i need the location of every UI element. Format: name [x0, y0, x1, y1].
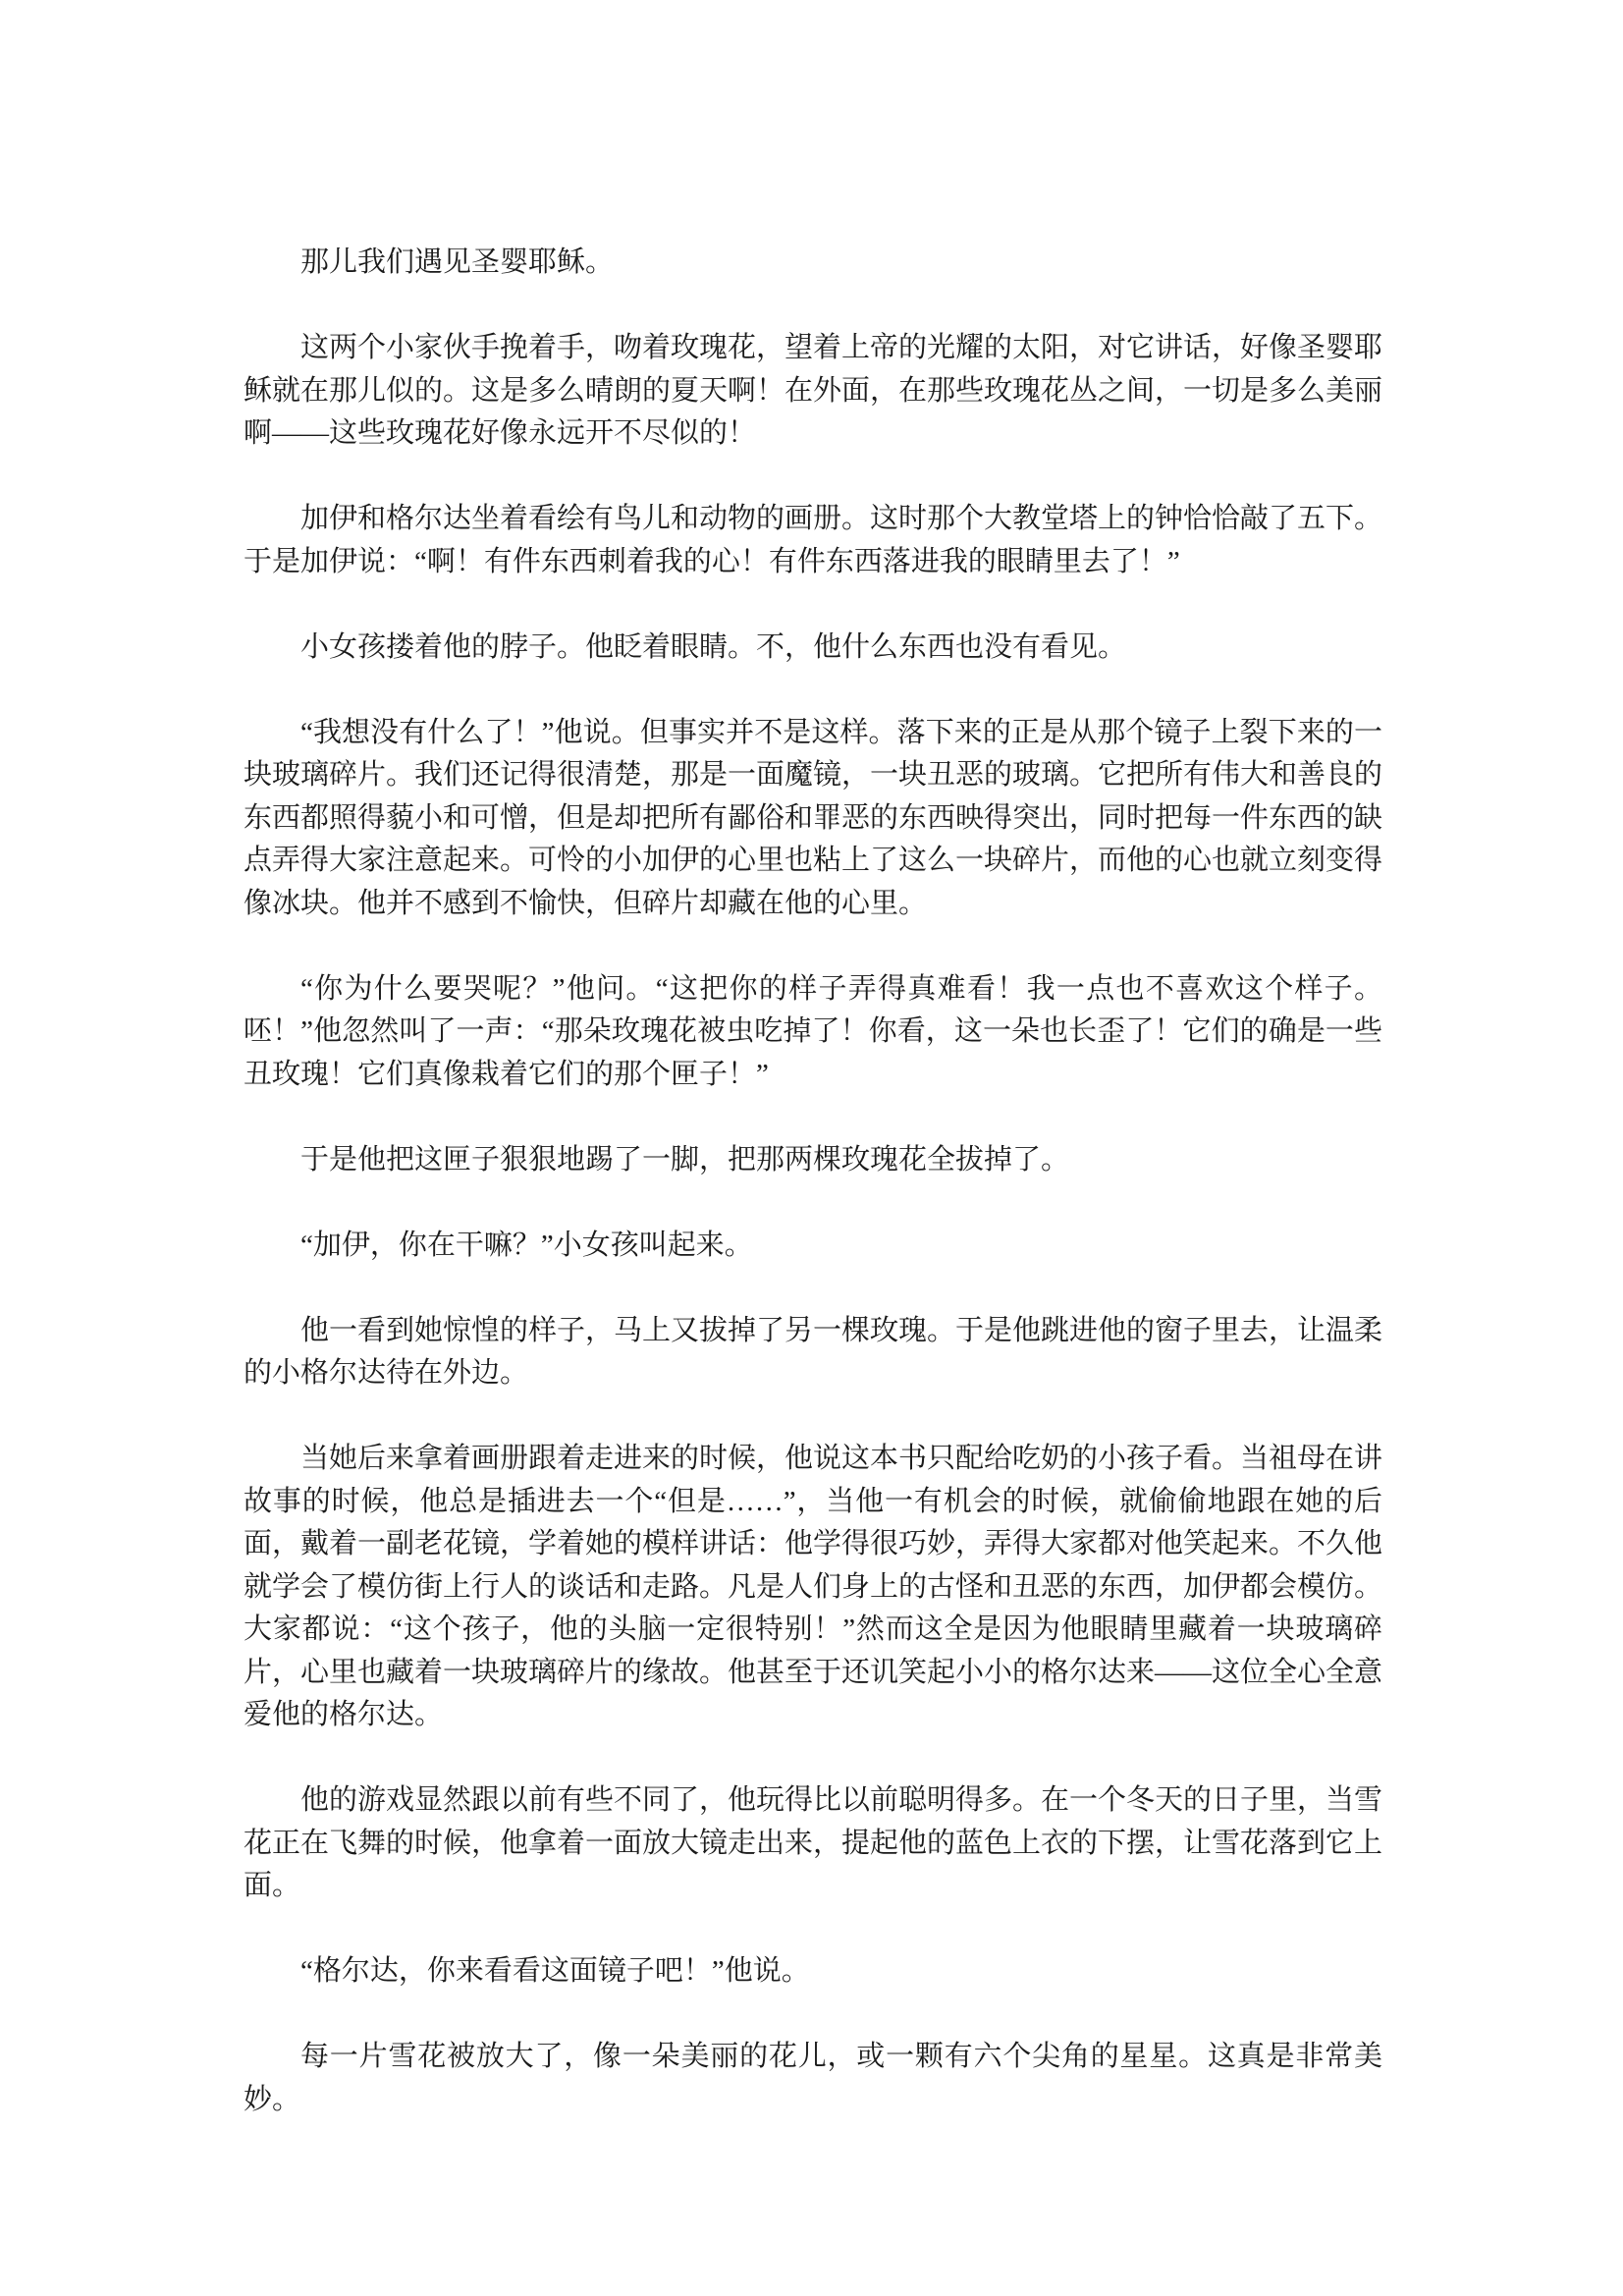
- paragraph: 小女孩搂着他的脖子。他眨着眼睛。不，他什么东西也没有看见。: [300, 630, 1127, 663]
- paragraph: 他一看到她惊惶的样子，马上又拔掉了另一棵玫瑰。于是他跳进他的窗子里去，让温柔的小格尔达待在外边。: [243, 1314, 1383, 1389]
- text-content: [243, 242, 1382, 2121]
- paragraph: 加伊和格尔达坐着看绘有鸟儿和动物的画册。这时那个大教堂塔上的钟恰恰敲了五下。于是加伊说：“啊！有件东西刺着我的心！有件东西落进我的眼睛里去了！”: [243, 503, 1383, 577]
- paragraph: 这两个小家伙手挽着手，吻着玫瑰花，望着上帝的光耀的太阳，对它讲话，好像圣婴耶稣就在那儿似的。这是多么晴朗的夏天啊！在外面，在那些玫瑰花丛之间，一切是多么美丽啊——这些玫瑰花好像永远开不尽似的！: [243, 332, 1383, 449]
- paragraph: “你为什么要哭呢？”他问。“这把你的样子弄得真难看！我一点也不喜欢这个样子。呸！”他忽然叫了一声：“那朵玫瑰花被虫吃掉了！你看，这一朵也长歪了！它们的确是一些丑玫瑰！它们真像栽着它们的那个匣子！”: [243, 972, 1382, 1090]
- paragraph: “格尔达，你来看看这面镜子吧！”他说。: [300, 1955, 810, 1987]
- paragraph: 他的游戏显然跟以前有些不同了，他玩得比以前聪明得多。在一个冬天的日子里，当雪花正在飞舞的时候，他拿着一面放大镜走出来，提起他的蓝色上衣的下摆，让雪花落到它上面。: [243, 1784, 1383, 1901]
- paragraph: 那儿我们遇见圣婴耶稣。: [300, 246, 615, 278]
- paragraph: 于是他把这匣子狠狠地踢了一脚，把那两棵玫瑰花全拔掉了。: [300, 1143, 1070, 1175]
- paragraph: 每一片雪花被放大了，像一朵美丽的花儿，或一颗有六个尖角的星星。这真是非常美妙。: [243, 2041, 1382, 2115]
- paragraph: 当她后来拿着画册跟着走进来的时候，他说这本书只配给吃奶的小孩子看。当祖母在讲故事的时候，他总是插进去一个“但是……”，当他一有机会的时候，就偷偷地跟在她的后面，戴着一副老花镜，学着她的模样讲话：他学得很巧妙，弄得大家都对他笑起来。不久他就学会了模仿街上行人的谈话和走路。凡是人们身上的古怪和丑恶的东西，加伊都会模仿。大家都说：“这个孩子，他的头脑一定很特别！”然而这全是因为他眼睛里藏着一块玻璃碎片，心里也藏着一块玻璃碎片的缘故。他甚至于还讥笑起小小的格尔达来——这位全心全意爱他的格尔达。: [243, 1443, 1383, 1730]
- paragraph: “我想没有什么了！”他说。但事实并不是这样。落下来的正是从那个镜子上裂下来的一块玻璃碎片。我们还记得很清楚，那是一面魔镜，一块丑恶的玻璃。它把所有伟大和善良的东西都照得藐小和可憎，但是却把所有鄙俗和罪恶的东西映得突出，同时把每一件东西的缺点弄得大家注意起来。可怜的小加伊的心里也粘上了这么一块碎片，而他的心也就立刻变得像冰块。他并不感到不愉快，但碎片却藏在他的心里。: [243, 716, 1383, 919]
- paragraph: “加伊，你在干嘛？”小女孩叫起来。: [300, 1229, 753, 1261]
